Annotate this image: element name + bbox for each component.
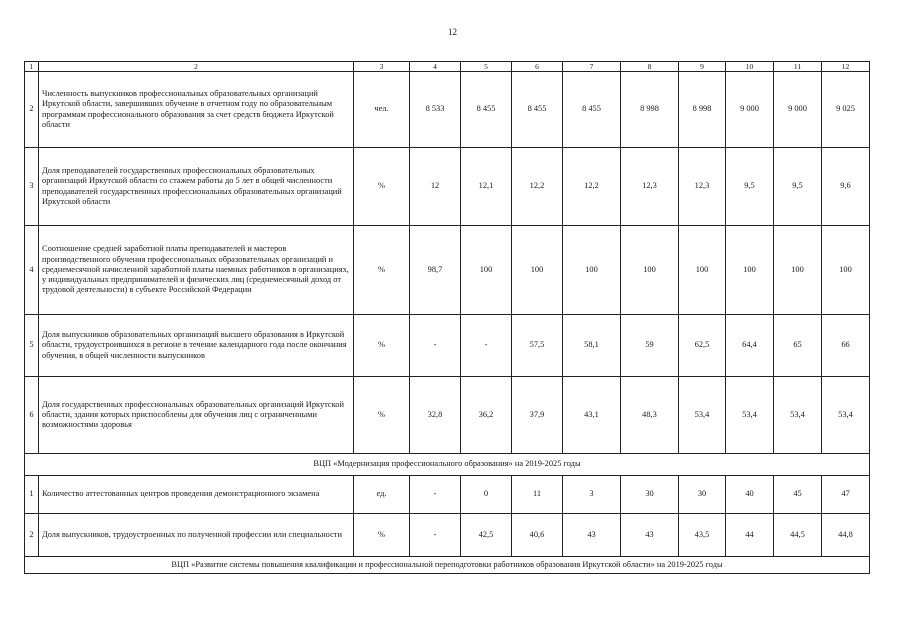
indicator-name: Соотношение средней заработной платы преподавателей и мастеров производственного обучения профессиональных образовательных организаций и среднемесячной начисленной заработной платы наемных работников в организациях, у индивидуальных предпринимателей и физических лиц (среднемесячный доход от трудовой деятельности) в субъекте Российской Федерации bbox=[39, 226, 354, 315]
row-number: 2 bbox=[25, 72, 39, 148]
unit-of-measure: чел. bbox=[354, 72, 410, 148]
unit-of-measure: % bbox=[354, 315, 410, 377]
indicator-value: 12,3 bbox=[621, 148, 679, 226]
indicator-value: 9,5 bbox=[726, 148, 774, 226]
indicator-value: 57,5 bbox=[512, 315, 563, 377]
indicator-value: - bbox=[410, 476, 461, 514]
indicator-value: 40,6 bbox=[512, 514, 563, 557]
column-number: 3 bbox=[354, 62, 410, 72]
indicator-name: Доля выпускников образовательных организаций высшего образования в Иркутской области, трудоустроившихся в регионе в течение календарного года после окончания обучения, в общей численности выпускников bbox=[39, 315, 354, 377]
indicator-value: 3 bbox=[563, 476, 621, 514]
indicator-value: 9,6 bbox=[822, 148, 870, 226]
indicator-value: 11 bbox=[512, 476, 563, 514]
indicator-value: 100 bbox=[621, 226, 679, 315]
indicator-name: Доля государственных профессиональных образовательных организаций Иркутской области, здания которых приспособлены для обучения лиц с ограниченными возможностями здоровья bbox=[39, 377, 354, 454]
indicator-value: 8 455 bbox=[461, 72, 512, 148]
indicator-value: 12 bbox=[410, 148, 461, 226]
indicator-value: 9 025 bbox=[822, 72, 870, 148]
indicator-value: 100 bbox=[822, 226, 870, 315]
indicator-value: 12,2 bbox=[512, 148, 563, 226]
column-number: 7 bbox=[563, 62, 621, 72]
indicator-value: 65 bbox=[774, 315, 822, 377]
column-number: 12 bbox=[822, 62, 870, 72]
table-row bbox=[25, 226, 870, 315]
indicator-value: - bbox=[410, 315, 461, 377]
indicator-value: 44,8 bbox=[822, 514, 870, 557]
row-number: 5 bbox=[25, 315, 39, 377]
row-number: 3 bbox=[25, 148, 39, 226]
indicator-value: - bbox=[410, 514, 461, 557]
indicator-value: 37,9 bbox=[512, 377, 563, 454]
section-title: ВЦП «Развитие системы повышения квалификации и профессиональной переподготовки работников образования Иркутской области» на 2019-2025 годы bbox=[25, 557, 870, 574]
indicator-value: 59 bbox=[621, 315, 679, 377]
column-number: 11 bbox=[774, 62, 822, 72]
indicator-value: 45 bbox=[774, 476, 822, 514]
indicator-value: 8 998 bbox=[621, 72, 679, 148]
indicator-value: 40 bbox=[726, 476, 774, 514]
indicator-value: 100 bbox=[461, 226, 512, 315]
indicator-value: 48,3 bbox=[621, 377, 679, 454]
column-number: 9 bbox=[679, 62, 726, 72]
indicator-value: 47 bbox=[822, 476, 870, 514]
row-number: 4 bbox=[25, 226, 39, 315]
indicator-value: 12,3 bbox=[679, 148, 726, 226]
unit-of-measure: % bbox=[354, 148, 410, 226]
indicator-value: 36,2 bbox=[461, 377, 512, 454]
indicator-value: 62,5 bbox=[679, 315, 726, 377]
indicator-value: 9 000 bbox=[774, 72, 822, 148]
indicator-value: 0 bbox=[461, 476, 512, 514]
indicator-value: 8 533 bbox=[410, 72, 461, 148]
indicator-value: 64,4 bbox=[726, 315, 774, 377]
indicator-name: Доля выпускников, трудоустроенных по полученной профессии или специальности bbox=[39, 514, 354, 557]
indicator-value: 98,7 bbox=[410, 226, 461, 315]
indicator-value: 8 455 bbox=[563, 72, 621, 148]
table-row bbox=[25, 315, 870, 377]
indicator-value: 100 bbox=[679, 226, 726, 315]
indicator-value: 100 bbox=[726, 226, 774, 315]
table-row bbox=[25, 377, 870, 454]
indicator-value: 58,1 bbox=[563, 315, 621, 377]
indicator-value: 43 bbox=[563, 514, 621, 557]
column-number: 4 bbox=[410, 62, 461, 72]
column-number: 1 bbox=[25, 62, 39, 72]
indicator-value: 44,5 bbox=[774, 514, 822, 557]
unit-of-measure: % bbox=[354, 377, 410, 454]
row-number: 2 bbox=[25, 514, 39, 557]
indicator-value: 53,4 bbox=[774, 377, 822, 454]
unit-of-measure: ед. bbox=[354, 476, 410, 514]
indicator-value: 12,2 bbox=[563, 148, 621, 226]
section-title-row bbox=[25, 454, 870, 476]
indicator-value: 100 bbox=[774, 226, 822, 315]
indicator-value: 8 455 bbox=[512, 72, 563, 148]
indicator-value: 44 bbox=[726, 514, 774, 557]
indicator-name: Доля преподавателей государственных профессиональных образовательных организаций Иркутской области со стажем работы до 5 лет в общей численности преподавателей государственных профессиональных образовательных организаций Иркутской области bbox=[39, 148, 354, 226]
column-number: 5 bbox=[461, 62, 512, 72]
column-number: 8 bbox=[621, 62, 679, 72]
row-number: 1 bbox=[25, 476, 39, 514]
page-number: 12 bbox=[448, 27, 457, 37]
indicator-value: 30 bbox=[621, 476, 679, 514]
indicator-value: 100 bbox=[512, 226, 563, 315]
column-number: 10 bbox=[726, 62, 774, 72]
column-number: 2 bbox=[39, 62, 354, 72]
indicator-value: 12,1 bbox=[461, 148, 512, 226]
row-number: 6 bbox=[25, 377, 39, 454]
indicator-value: 30 bbox=[679, 476, 726, 514]
section-title-row bbox=[25, 557, 870, 574]
indicators-table bbox=[24, 61, 870, 574]
table-row bbox=[25, 476, 870, 514]
indicator-value: 32,8 bbox=[410, 377, 461, 454]
table-row bbox=[25, 514, 870, 557]
indicator-value: 100 bbox=[563, 226, 621, 315]
indicator-value: 53,4 bbox=[679, 377, 726, 454]
unit-of-measure: % bbox=[354, 226, 410, 315]
table-row bbox=[25, 72, 870, 148]
indicator-value: 42,5 bbox=[461, 514, 512, 557]
indicator-value: 43 bbox=[621, 514, 679, 557]
table-row bbox=[25, 148, 870, 226]
indicator-value: 53,4 bbox=[726, 377, 774, 454]
indicator-value: - bbox=[461, 315, 512, 377]
indicator-value: 8 998 bbox=[679, 72, 726, 148]
column-number: 6 bbox=[512, 62, 563, 72]
unit-of-measure: % bbox=[354, 514, 410, 557]
indicator-value: 43,5 bbox=[679, 514, 726, 557]
indicator-value: 43,1 bbox=[563, 377, 621, 454]
indicator-value: 9,5 bbox=[774, 148, 822, 226]
indicator-name: Численность выпускников профессиональных образовательных организаций Иркутской области, завершивших обучение в отчетном году по образовательным программам профессионального образования за счет средств бюджета Иркутской области bbox=[39, 72, 354, 148]
indicator-value: 9 000 bbox=[726, 72, 774, 148]
indicator-value: 53,4 bbox=[822, 377, 870, 454]
column-numbers-row bbox=[25, 62, 870, 72]
section-title: ВЦП «Модернизация профессионального образования» на 2019-2025 годы bbox=[25, 454, 870, 476]
indicator-value: 66 bbox=[822, 315, 870, 377]
indicator-name: Количество аттестованных центров проведения демонстрационного экзамена bbox=[39, 476, 354, 514]
